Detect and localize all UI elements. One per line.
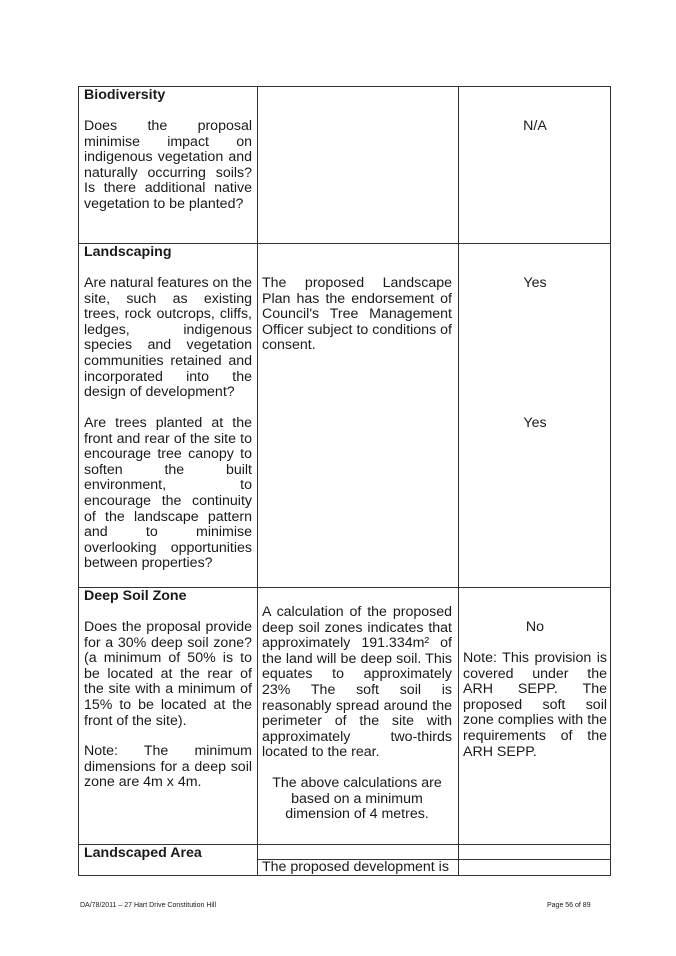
table-row-landscaped-area [78,844,611,876]
assessment-table [78,86,611,876]
landscaping-answer-1: Yes [523,275,547,291]
column-divider [458,845,459,875]
table-row-deep-soil [78,587,611,844]
section-heading-landscaped-area: Landscaped Area [84,845,202,861]
landscaped-area-comment: The proposed development is [262,859,449,875]
biodiversity-compliance: N/A [523,118,547,134]
column-divider [458,244,459,587]
table-row-landscaping [78,243,611,587]
column-divider [257,244,258,587]
column-divider [257,588,258,844]
footer-page-number: Page 56 of 89 [547,902,591,909]
landscaping-comment-1: The proposed Landscape Plan has the endorsement of Council's Tree Management Officer subject to conditions of consent. [262,275,452,354]
column-divider [257,845,258,875]
deep-soil-answer: No [525,619,545,635]
table-row-biodiversity [78,86,611,243]
column-divider [458,87,459,243]
landscaping-question-2: Are trees planted at the front and rear of the site to encourage tree canopy to soften the built environment, to encourage the continuity of the landscape pattern and to minimise overlooking opportunities between properties? [84,415,252,572]
column-divider [257,87,258,243]
deep-soil-comment-2: The above calculations are based on a minimum dimension of 4 metres. [272,775,442,823]
deep-soil-question: Does the proposal provide for a 30% deep soil zone? (a minimum of 50% is to be located at the rear of the site with a minimum of 15% to be located at the front of the site). [84,619,252,729]
deep-soil-answer-note: Note: This provision is covered under the ARH SEPP. The proposed soft soil zone complies with the requirements of the ARH SEPP. [463,650,607,760]
column-divider [458,588,459,844]
deep-soil-comment-1: A calculation of the proposed deep soil zones indicates that approximately 191.334m² of the land will be deep soil. This equates to approximately 23% The soft soil is reasonably spread around the perimeter of the site with approximately two-thirds located to the rear. [262,604,452,761]
section-heading-deep-soil: Deep Soil Zone [84,588,187,604]
landscaping-answer-2: Yes [523,415,547,431]
landscaping-question-1: Are natural features on the site, such as existing trees, rock outcrops, cliffs, ledges, indigenous species and vegetation communities retained and incorporated into the design of development? [84,275,252,401]
section-heading-biodiversity: Biodiversity [84,87,166,103]
section-heading-landscaping: Landscaping [84,244,172,260]
biodiversity-question: Does the proposal minimise impact on indigenous vegetation and naturally occurring soils? Is there additional native vegetation to be planted? [84,118,252,212]
deep-soil-note: Note: The minimum dimensions for a deep soil zone are 4m x 4m. [84,743,252,791]
footer-reference: DA/78/2011 – 27 Hart Drive Constitution Hill [80,902,217,909]
